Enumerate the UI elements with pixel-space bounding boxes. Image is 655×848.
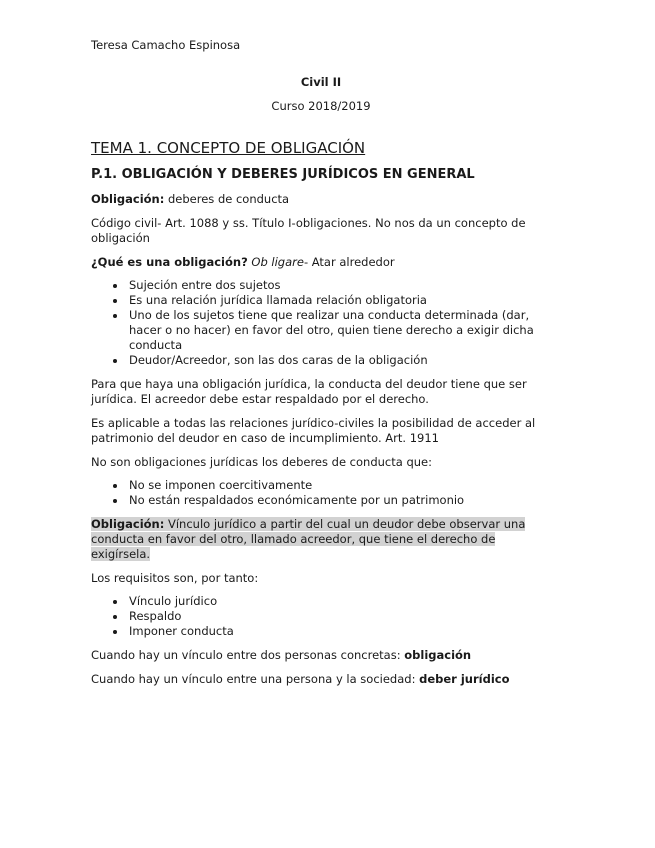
tema-heading: TEMA 1. CONCEPTO DE OBLIGACIÓN [91, 139, 366, 157]
section-heading: P.1. OBLIGACIÓN Y DEBERES JURÍDICOS EN GENERAL [91, 167, 475, 182]
definition-term: Obligación: [91, 517, 165, 531]
line-text: Cuando hay un vínculo entre una persona y la sociedad: [91, 672, 420, 686]
definition-text: Vínculo jurídico a partir del cual un deudor debe observar una conducta en favor del otro, llamado acreedor, que tiene el derecho de exigírsela. [91, 517, 526, 561]
document-page [91, 38, 551, 696]
course-title: Civil II [300, 75, 342, 89]
list-item: Respaldo [129, 609, 551, 624]
question-rest: - Atar alrededor [303, 255, 395, 269]
definition-short [91, 192, 551, 207]
line-text: Cuando hay un vínculo entre dos personas concretas: [91, 648, 405, 662]
question-paragraph [91, 255, 551, 270]
line-bold: obligación [404, 648, 472, 662]
list-item: No se imponen coercitivamente [129, 478, 551, 493]
author-name: Teresa Camacho Espinosa [91, 38, 241, 52]
characteristics-list [91, 278, 551, 368]
list-item: No están respaldados económicamente por un patrimonio [129, 493, 551, 508]
list-item: Vínculo jurídico [129, 594, 551, 609]
non-obligations-list [91, 478, 551, 508]
line-obligacion [91, 648, 551, 663]
paragraph-juridica: Para que haya una obligación jurídica, la conducta del deudor tiene que ser jurídica. El acreedor debe estar respaldado por el derecho. [91, 377, 527, 406]
line-deber-juridico [91, 672, 551, 687]
list-item: Sujeción entre dos sujetos [129, 278, 551, 293]
list-item: Uno de los sujetos tiene que realizar una conducta determinada (dar, hacer o no hacer) en favor del otro, quien tiene derecho a exigir dicha conducta [129, 308, 551, 353]
definition-text: deberes de conducta [164, 192, 290, 206]
paragraph-no-son: No son obligaciones jurídicas los deberes de conducta que: [91, 455, 432, 469]
paragraph-patrimonio: Es aplicable a todas las relaciones jurídico-civiles la posibilidad de acceder al patrimonio del deudor en caso de incumplimiento. Art. 1911 [91, 416, 536, 445]
question-italic: Ob ligare [247, 255, 304, 269]
list-item: Deudor/Acreedor, son las dos caras de la obligación [129, 353, 551, 368]
question-bold: ¿Qué es una obligación? [91, 255, 248, 269]
paragraph-requisitos: Los requisitos son, por tanto: [91, 571, 259, 585]
codigo-civil-paragraph: Código civil- Art. 1088 y ss. Título I-obligaciones. No nos da un concepto de obligación [91, 216, 526, 245]
course-year: Curso 2018/2019 [271, 99, 371, 113]
highlighted-definition [91, 517, 551, 562]
list-item: Es una relación jurídica llamada relación obligatoria [129, 293, 551, 308]
requisitos-list [91, 594, 551, 639]
line-bold: deber jurídico [419, 672, 510, 686]
definition-term: Obligación: [91, 192, 165, 206]
list-item: Imponer conducta [129, 624, 551, 639]
